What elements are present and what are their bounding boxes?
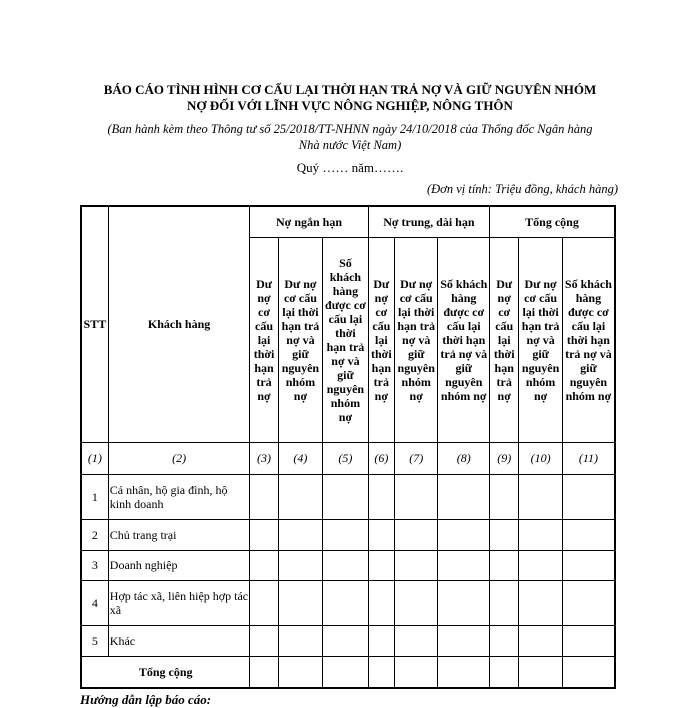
header-row-groups <box>81 206 615 237</box>
column-number: (9) <box>490 442 519 474</box>
data-cell[interactable] <box>368 625 394 656</box>
column-number: (5) <box>323 442 369 474</box>
report-period: Quý …… năm……. <box>296 160 404 175</box>
table-row <box>81 625 615 656</box>
header-sub-outstanding: Dư nợ cơ cấu lại thời hạn trả nợ <box>368 237 394 442</box>
total-row <box>81 656 615 688</box>
header-sub-outstanding: Dư nợ cơ cấu lại thời hạn trả nợ <box>490 237 519 442</box>
column-number: (3) <box>250 442 278 474</box>
instructions-heading: Hướng dẫn lập báo cáo: <box>80 692 212 707</box>
data-cell[interactable] <box>323 519 369 550</box>
data-cell[interactable] <box>323 550 369 580</box>
data-cell[interactable] <box>519 580 562 625</box>
column-number: (8) <box>438 442 490 474</box>
data-cell[interactable] <box>519 519 562 550</box>
column-number: (7) <box>394 442 437 474</box>
column-number: (2) <box>108 442 250 474</box>
data-cell[interactable] <box>438 656 490 688</box>
unit-note: (Đơn vị tính: Triệu đồng, khách hàng) <box>426 182 618 196</box>
data-cell[interactable] <box>250 656 278 688</box>
data-cell[interactable] <box>250 580 278 625</box>
data-cell[interactable] <box>323 474 369 519</box>
data-cell[interactable] <box>394 519 437 550</box>
data-cell[interactable] <box>368 656 394 688</box>
data-cell[interactable] <box>323 656 369 688</box>
data-cell[interactable] <box>394 580 437 625</box>
report-title-line-2: NỢ ĐỐI VỚI LĨNH VỰC NÔNG NGHIỆP, NÔNG THÔN <box>187 98 513 113</box>
header-group-total: Tổng cộng <box>490 206 615 237</box>
total-label: Tổng cộng <box>81 656 250 688</box>
row-customer: Chủ trang trại <box>108 519 250 550</box>
report-subtitle <box>70 121 630 153</box>
header-sub-outstanding-kept-group: Dư nợ cơ cấu lại thời hạn trả nợ và giữ nguyên nhóm nợ <box>278 237 322 442</box>
data-cell[interactable] <box>490 550 519 580</box>
data-cell[interactable] <box>490 656 519 688</box>
table-row <box>81 474 615 519</box>
header-sub-outstanding: Dư nợ cơ cấu lại thời hạn trả nợ <box>250 237 278 442</box>
data-cell[interactable] <box>490 519 519 550</box>
data-cell[interactable] <box>519 474 562 519</box>
data-cell[interactable] <box>278 474 322 519</box>
table-row <box>81 580 615 625</box>
data-cell[interactable] <box>278 519 322 550</box>
data-cell[interactable] <box>394 625 437 656</box>
header-customer: Khách hàng <box>108 206 250 442</box>
data-cell[interactable] <box>438 519 490 550</box>
row-customer: Doanh nghiệp <box>108 550 250 580</box>
data-cell[interactable] <box>394 474 437 519</box>
data-cell[interactable] <box>278 580 322 625</box>
column-number: (11) <box>562 442 615 474</box>
row-stt: 5 <box>81 625 108 656</box>
data-cell[interactable] <box>490 474 519 519</box>
report-title-line-1: BÁO CÁO TÌNH HÌNH CƠ CẤU LẠI THỜI HẠN TRẢ NỢ VÀ GIỮ NGUYÊN NHÓM <box>103 82 597 97</box>
data-cell[interactable] <box>368 474 394 519</box>
column-number: (10) <box>519 442 562 474</box>
data-cell[interactable] <box>490 625 519 656</box>
header-sub-customer-count: Số khách hàng được cơ cấu lại thời hạn trả nợ và giữ nguyên nhóm nợ <box>438 237 490 442</box>
data-cell[interactable] <box>368 550 394 580</box>
column-number-row <box>81 442 615 474</box>
row-customer: Khác <box>108 625 250 656</box>
header-group-medium-long-term: Nợ trung, dài hạn <box>368 206 489 237</box>
data-cell[interactable] <box>562 625 615 656</box>
data-cell[interactable] <box>368 580 394 625</box>
data-cell[interactable] <box>250 550 278 580</box>
report-table <box>80 205 616 689</box>
data-cell[interactable] <box>519 625 562 656</box>
table-row <box>81 519 615 550</box>
data-cell[interactable] <box>250 625 278 656</box>
header-stt: STT <box>81 206 108 442</box>
data-cell[interactable] <box>323 580 369 625</box>
data-cell[interactable] <box>278 625 322 656</box>
row-stt: 3 <box>81 550 108 580</box>
column-number: (6) <box>368 442 394 474</box>
data-cell[interactable] <box>278 550 322 580</box>
data-cell[interactable] <box>438 474 490 519</box>
report-subtitle-line-1: (Ban hành kèm theo Thông tư số 25/2018/TT-NHNN ngày 24/10/2018 của Thống đốc Ngân hàng <box>107 122 593 136</box>
table-row <box>81 550 615 580</box>
header-group-short-term: Nợ ngắn hạn <box>250 206 368 237</box>
report-subtitle-line-2: Nhà nước Việt Nam) <box>298 138 402 152</box>
data-cell[interactable] <box>438 580 490 625</box>
data-cell[interactable] <box>394 656 437 688</box>
header-sub-customer-count: Số khách hàng được cơ cấu lại thời hạn trả nợ và giữ nguyên nhóm nợ <box>323 237 369 442</box>
data-cell[interactable] <box>562 656 615 688</box>
data-cell[interactable] <box>250 474 278 519</box>
header-sub-outstanding-kept-group: Dư nợ cơ cấu lại thời hạn trả nợ và giữ nguyên nhóm nợ <box>394 237 437 442</box>
data-cell[interactable] <box>490 580 519 625</box>
data-cell[interactable] <box>562 519 615 550</box>
row-customer: Cá nhân, hộ gia đình, hộ kinh doanh <box>108 474 250 519</box>
row-customer: Hợp tác xã, liên hiệp hợp tác xã <box>108 580 250 625</box>
header-sub-outstanding-kept-group: Dư nợ cơ cấu lại thời hạn trả nợ và giữ nguyên nhóm nợ <box>519 237 562 442</box>
data-cell[interactable] <box>519 550 562 580</box>
data-cell[interactable] <box>394 550 437 580</box>
data-cell[interactable] <box>562 474 615 519</box>
report-title <box>60 82 640 114</box>
column-number: (4) <box>278 442 322 474</box>
data-cell[interactable] <box>562 550 615 580</box>
data-cell[interactable] <box>562 580 615 625</box>
header-sub-customer-count: Số khách hàng được cơ cấu lại thời hạn trả nợ và giữ nguyên nhóm nợ <box>562 237 615 442</box>
data-cell[interactable] <box>250 519 278 550</box>
data-cell[interactable] <box>278 656 322 688</box>
data-cell[interactable] <box>368 519 394 550</box>
row-stt: 2 <box>81 519 108 550</box>
row-stt: 4 <box>81 580 108 625</box>
data-cell[interactable] <box>438 625 490 656</box>
row-stt: 1 <box>81 474 108 519</box>
column-number: (1) <box>81 442 108 474</box>
data-cell[interactable] <box>323 625 369 656</box>
data-cell[interactable] <box>438 550 490 580</box>
data-cell[interactable] <box>519 656 562 688</box>
